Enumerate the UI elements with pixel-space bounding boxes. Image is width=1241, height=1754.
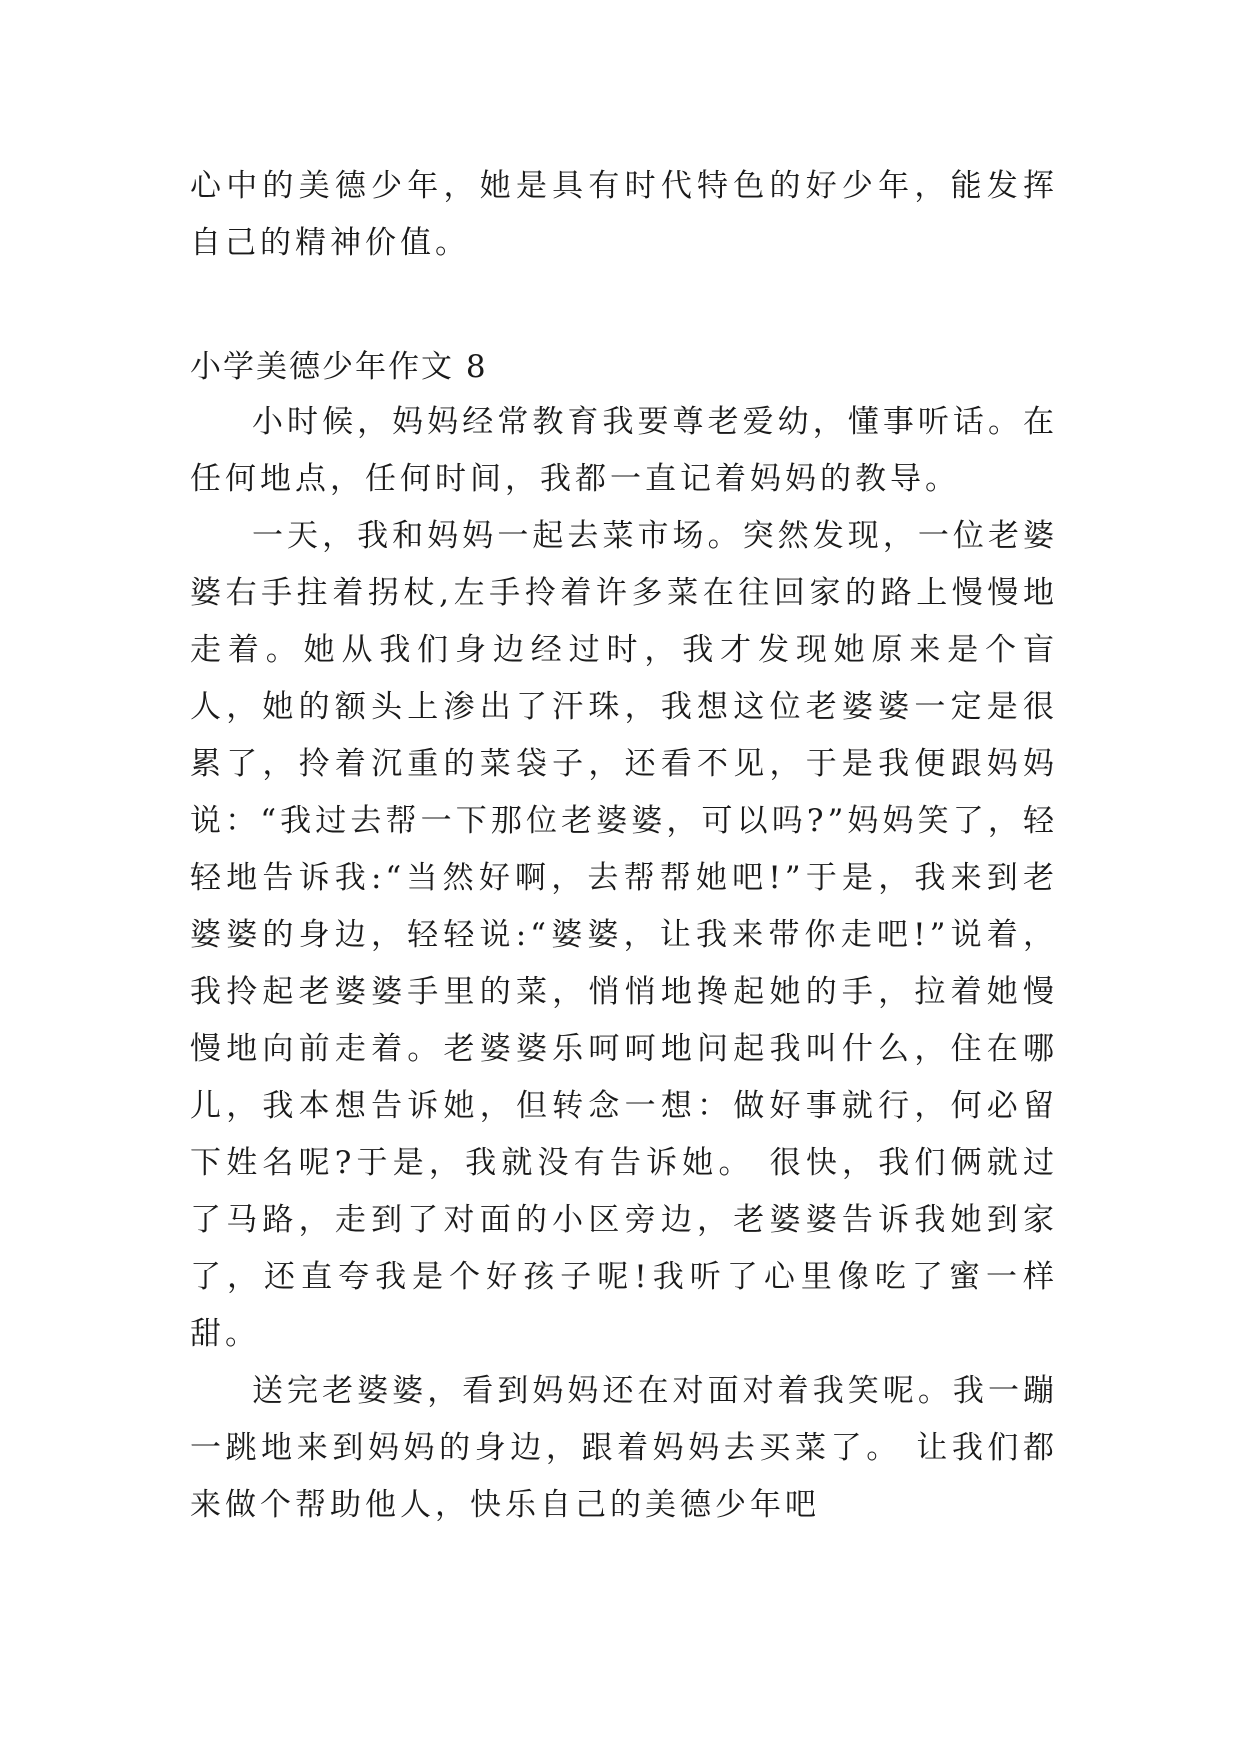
continuation-paragraph: 心中的美德少年，她是具有时代特色的好少年，能发挥自己的精神价值。	[190, 168, 1058, 261]
essay-paragraph-1: 小时候，妈妈经常教育我要尊老爱幼，懂事听话。在任何地点，任何时间，我都一直记着妈妈的教导。	[190, 404, 1058, 497]
essay-body	[190, 394, 1058, 1534]
continuation-block	[190, 158, 1058, 272]
section-title: 小学美德少年作文 8	[190, 349, 488, 385]
essay-paragraph-3: 送完老婆婆，看到妈妈还在对面对着我笑呢。我一蹦一跳地来到妈妈的身边，跟着妈妈去买菜了。 让我们都来做个帮助他人，快乐自己的美德少年吧	[190, 1373, 1058, 1523]
essay-paragraph-2: 一天，我和妈妈一起去菜市场。突然发现，一位老婆婆右手拄着拐杖,左手拎着许多菜在往回家的路上慢慢地走着。她从我们身边经过时，我才发现她原来是个盲人，她的额头上渗出了汗珠，我想这位老婆婆一定是很累了，拎着沉重的菜袋子，还看不见，于是我便跟妈妈说：“我过去帮一下那位老婆婆，可以吗?”妈妈笑了，轻轻地告诉我:“当然好啊，去帮帮她吧!”于是，我来到老婆婆的身边，轻轻说:“婆婆，让我来带你走吧!”说着，我拎起老婆婆手里的菜，悄悄地搀起她的手，拉着她慢慢地向前走着。老婆婆乐呵呵地问起我叫什么，住在哪儿，我本想告诉她，但转念一想：做好事就行，何必留下姓名呢?于是，我就没有告诉她。 很快，我们俩就过了马路，走到了对面的小区旁边，老婆婆告诉我她到家了，还直夸我是个好孩子呢!我听了心里像吃了蜜一样甜。	[190, 518, 1058, 1352]
